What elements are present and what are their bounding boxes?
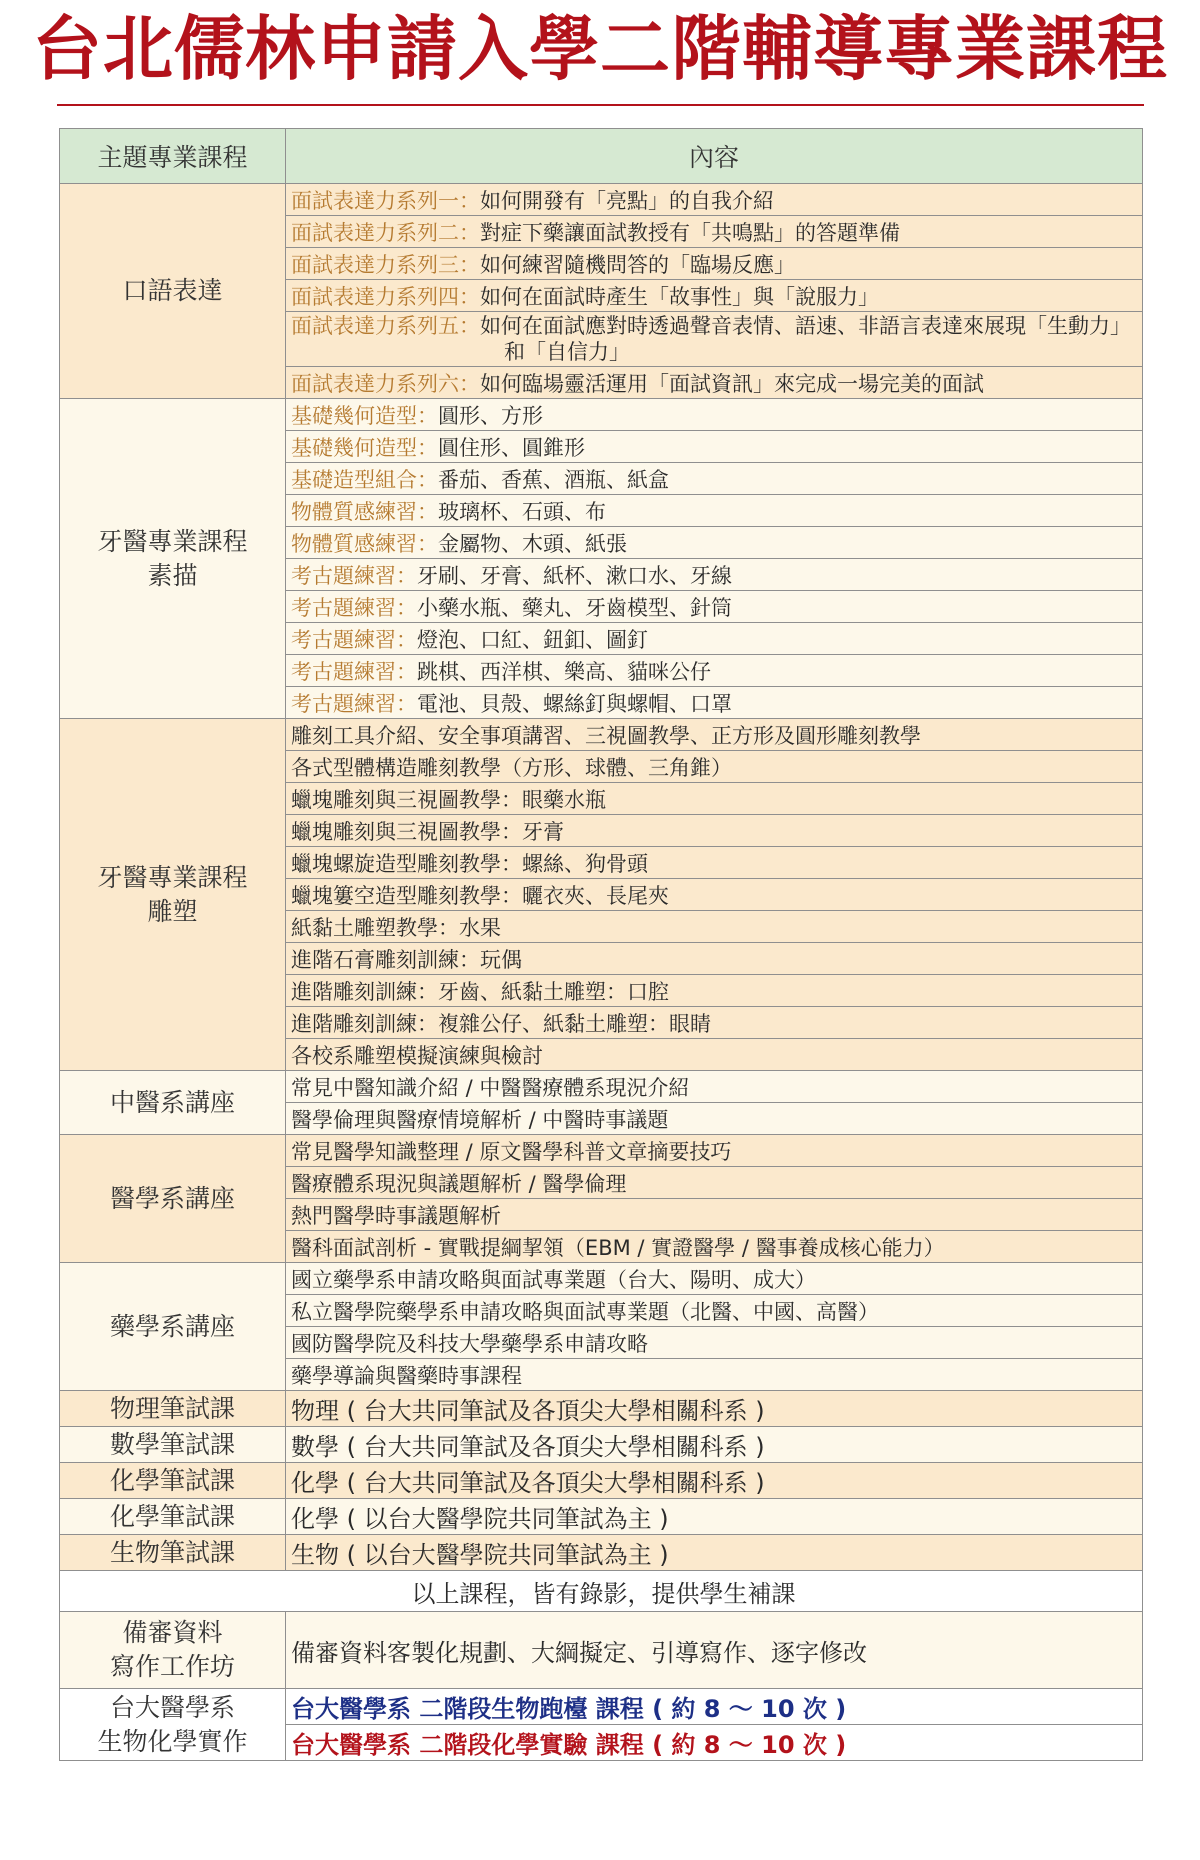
item-lead: 考古題練習： (291, 563, 417, 588)
table-row (60, 1612, 1143, 1689)
category-sketch: 牙醫專業課程 素描 (60, 399, 286, 719)
table-row (60, 1689, 1143, 1725)
item-lead: 考古題練習： (291, 595, 417, 620)
content-item: 私立醫學院藥學系申請攻略與面試專業題（北醫、中國、高醫） (286, 1295, 1143, 1327)
content-item (286, 463, 1143, 495)
category-tcm: 中醫系講座 (60, 1071, 286, 1135)
category-exam: 生物筆試課 (60, 1535, 286, 1571)
item-lead: 面試表達力系列二： (291, 220, 480, 245)
item-text: 如何在面試應對時透過聲音表情、語速、非語言表達來展現「生動力」 (480, 314, 1131, 338)
category-oral: 口語表達 (60, 184, 286, 399)
content-item: 蠟塊雕刻與三視圖教學：眼藥水瓶 (286, 783, 1143, 815)
content-item: 國立藥學系申請攻略與面試專業題（台大、陽明、成大） (286, 1263, 1143, 1295)
item-lead: 面試表達力系列一： (291, 188, 480, 213)
content-item (286, 184, 1143, 216)
content-item: 雕刻工具介紹、安全事項講習、三視圖教學、正方形及圓形雕刻教學 (286, 719, 1143, 751)
header-topic: 主題專業課程 (60, 129, 286, 184)
content-item: 化學 ( 台大共同筆試及各頂尖大學相關科系 ) (286, 1463, 1143, 1499)
content-item (286, 248, 1143, 280)
category-exam: 化學筆試課 (60, 1499, 286, 1535)
header-content: 內容 (286, 129, 1143, 184)
lab-bio-line: 台大醫學系 二階段生物跑檯 課程 ( 約 8 ～ 10 次 ) (286, 1689, 1143, 1725)
item-lead: 考古題練習： (291, 659, 417, 684)
content-item (286, 312, 1143, 367)
category-exam: 數學筆試課 (60, 1427, 286, 1463)
content-item: 醫學倫理與醫療情境解析 / 中醫時事議題 (286, 1103, 1143, 1135)
recording-note: 以上課程，皆有錄影，提供學生補課 (60, 1571, 1143, 1612)
content-item (286, 687, 1143, 719)
content-item (286, 367, 1143, 399)
item-text: 電池、貝殼、螺絲釘與螺帽、口罩 (417, 691, 732, 716)
item-text: 番茄、香蕉、酒瓶、紙盒 (438, 467, 669, 492)
table-row (60, 399, 1143, 431)
content-item: 進階雕刻訓練：複雜公仔、紙黏土雕塑：眼睛 (286, 1007, 1143, 1039)
content-item: 國防醫學院及科技大學藥學系申請攻略 (286, 1327, 1143, 1359)
item-lead: 考古題練習： (291, 691, 417, 716)
item-lead: 面試表達力系列四： (291, 284, 480, 309)
table-row (60, 1391, 1143, 1427)
content-item: 熱門醫學時事議題解析 (286, 1199, 1143, 1231)
table-row (60, 1071, 1143, 1103)
table-row (60, 1427, 1143, 1463)
content-item: 醫科面試剖析 - 實戰提綱挈領（EBM / 實證醫學 / 醫事養成核心能力） (286, 1231, 1143, 1263)
content-item (286, 655, 1143, 687)
item-text: 圓形、方形 (438, 403, 543, 428)
category-sculpt: 牙醫專業課程 雕塑 (60, 719, 286, 1071)
title-divider (57, 104, 1144, 106)
content-item (286, 623, 1143, 655)
content-item (286, 559, 1143, 591)
category-writing: 備審資料 寫作工作坊 (60, 1612, 286, 1689)
content-item (286, 216, 1143, 248)
item-lead: 考古題練習： (291, 627, 417, 652)
content-item: 常見醫學知識整理 / 原文醫學科普文章摘要技巧 (286, 1135, 1143, 1167)
item-text: 玻璃杯、石頭、布 (438, 499, 606, 524)
content-item (286, 495, 1143, 527)
item-text: 跳棋、西洋棋、樂高、貓咪公仔 (417, 659, 711, 684)
content-item: 蠟塊雕刻與三視圖教學：牙膏 (286, 815, 1143, 847)
content-item: 生物 ( 以台大醫學院共同筆試為主 ) (286, 1535, 1143, 1571)
page-title: 台北儒林申請入學二階輔導專業課程 (32, 7, 1168, 90)
category-exam: 物理筆試課 (60, 1391, 286, 1427)
item-text: 金屬物、木頭、紙張 (438, 531, 627, 556)
content-item: 常見中醫知識介紹 / 中醫醫療體系現況介紹 (286, 1071, 1143, 1103)
content-item: 紙黏土雕塑教學：水果 (286, 911, 1143, 943)
item-lead: 物體質感練習： (291, 531, 438, 556)
item-lead: 物體質感練習： (291, 499, 438, 524)
content-item (286, 591, 1143, 623)
category-lab: 台大醫學系 生物化學實作 (60, 1689, 286, 1761)
item-text: 小藥水瓶、藥丸、牙齒模型、針筒 (417, 595, 732, 620)
content-item: 備審資料客製化規劃、大綱擬定、引導寫作、逐字修改 (286, 1612, 1143, 1689)
content-item: 各式型體構造雕刻教學（方形、球體、三角錐） (286, 751, 1143, 783)
table-row (60, 184, 1143, 216)
content-item: 藥學導論與醫藥時事課程 (286, 1359, 1143, 1391)
content-item (286, 431, 1143, 463)
table-row (60, 1499, 1143, 1535)
item-text: 如何在面試時產生「故事性」與「說服力」 (480, 284, 879, 309)
item-text: 對症下藥讓面試教授有「共鳴點」的答題準備 (480, 220, 900, 245)
item-lead: 面試表達力系列五： (291, 314, 480, 338)
table-row (60, 1263, 1143, 1295)
content-item: 蠟塊螺旋造型雕刻教學：螺絲、狗骨頭 (286, 847, 1143, 879)
table-row (60, 1571, 1143, 1612)
table-row (60, 1463, 1143, 1499)
content-item: 物理 ( 台大共同筆試及各頂尖大學相關科系 ) (286, 1391, 1143, 1427)
item-lead: 基礎幾何造型： (291, 435, 438, 460)
category-pharm: 藥學系講座 (60, 1263, 286, 1391)
item-text-continued: 和「自信力」 (504, 340, 630, 364)
item-text: 燈泡、口紅、鈕釦、圖釘 (417, 627, 648, 652)
item-text: 如何開發有「亮點」的自我介紹 (480, 188, 774, 213)
item-lead: 基礎幾何造型： (291, 403, 438, 428)
item-text: 牙刷、牙膏、紙杯、漱口水、牙線 (417, 563, 732, 588)
item-lead: 基礎造型組合： (291, 467, 438, 492)
content-item: 醫療體系現況與議題解析 / 醫學倫理 (286, 1167, 1143, 1199)
item-text: 圓住形、圓錐形 (438, 435, 585, 460)
content-item: 數學 ( 台大共同筆試及各頂尖大學相關科系 ) (286, 1427, 1143, 1463)
content-item: 蠟塊簍空造型雕刻教學：曬衣夾、長尾夾 (286, 879, 1143, 911)
table-row (60, 719, 1143, 751)
item-text: 如何臨場靈活運用「面試資訊」來完成一場完美的面試 (480, 371, 984, 396)
content-item (286, 399, 1143, 431)
category-med: 醫學系講座 (60, 1135, 286, 1263)
content-item: 各校系雕塑模擬演練與檢討 (286, 1039, 1143, 1071)
table-row (60, 1135, 1143, 1167)
item-text: 如何練習隨機問答的「臨場反應」 (480, 252, 795, 277)
course-table (59, 128, 1143, 1761)
table-header-row (60, 129, 1143, 184)
content-item (286, 527, 1143, 559)
item-lead: 面試表達力系列六： (291, 371, 480, 396)
item-lead: 面試表達力系列三： (291, 252, 480, 277)
content-item: 進階雕刻訓練：牙齒、紙黏土雕塑：口腔 (286, 975, 1143, 1007)
table-row (60, 1535, 1143, 1571)
category-exam: 化學筆試課 (60, 1463, 286, 1499)
content-item: 化學 ( 以台大醫學院共同筆試為主 ) (286, 1499, 1143, 1535)
lab-chem-line: 台大醫學系 二階段化學實驗 課程 ( 約 8 ～ 10 次 ) (286, 1725, 1143, 1761)
content-item (286, 280, 1143, 312)
content-item: 進階石膏雕刻訓練：玩偶 (286, 943, 1143, 975)
